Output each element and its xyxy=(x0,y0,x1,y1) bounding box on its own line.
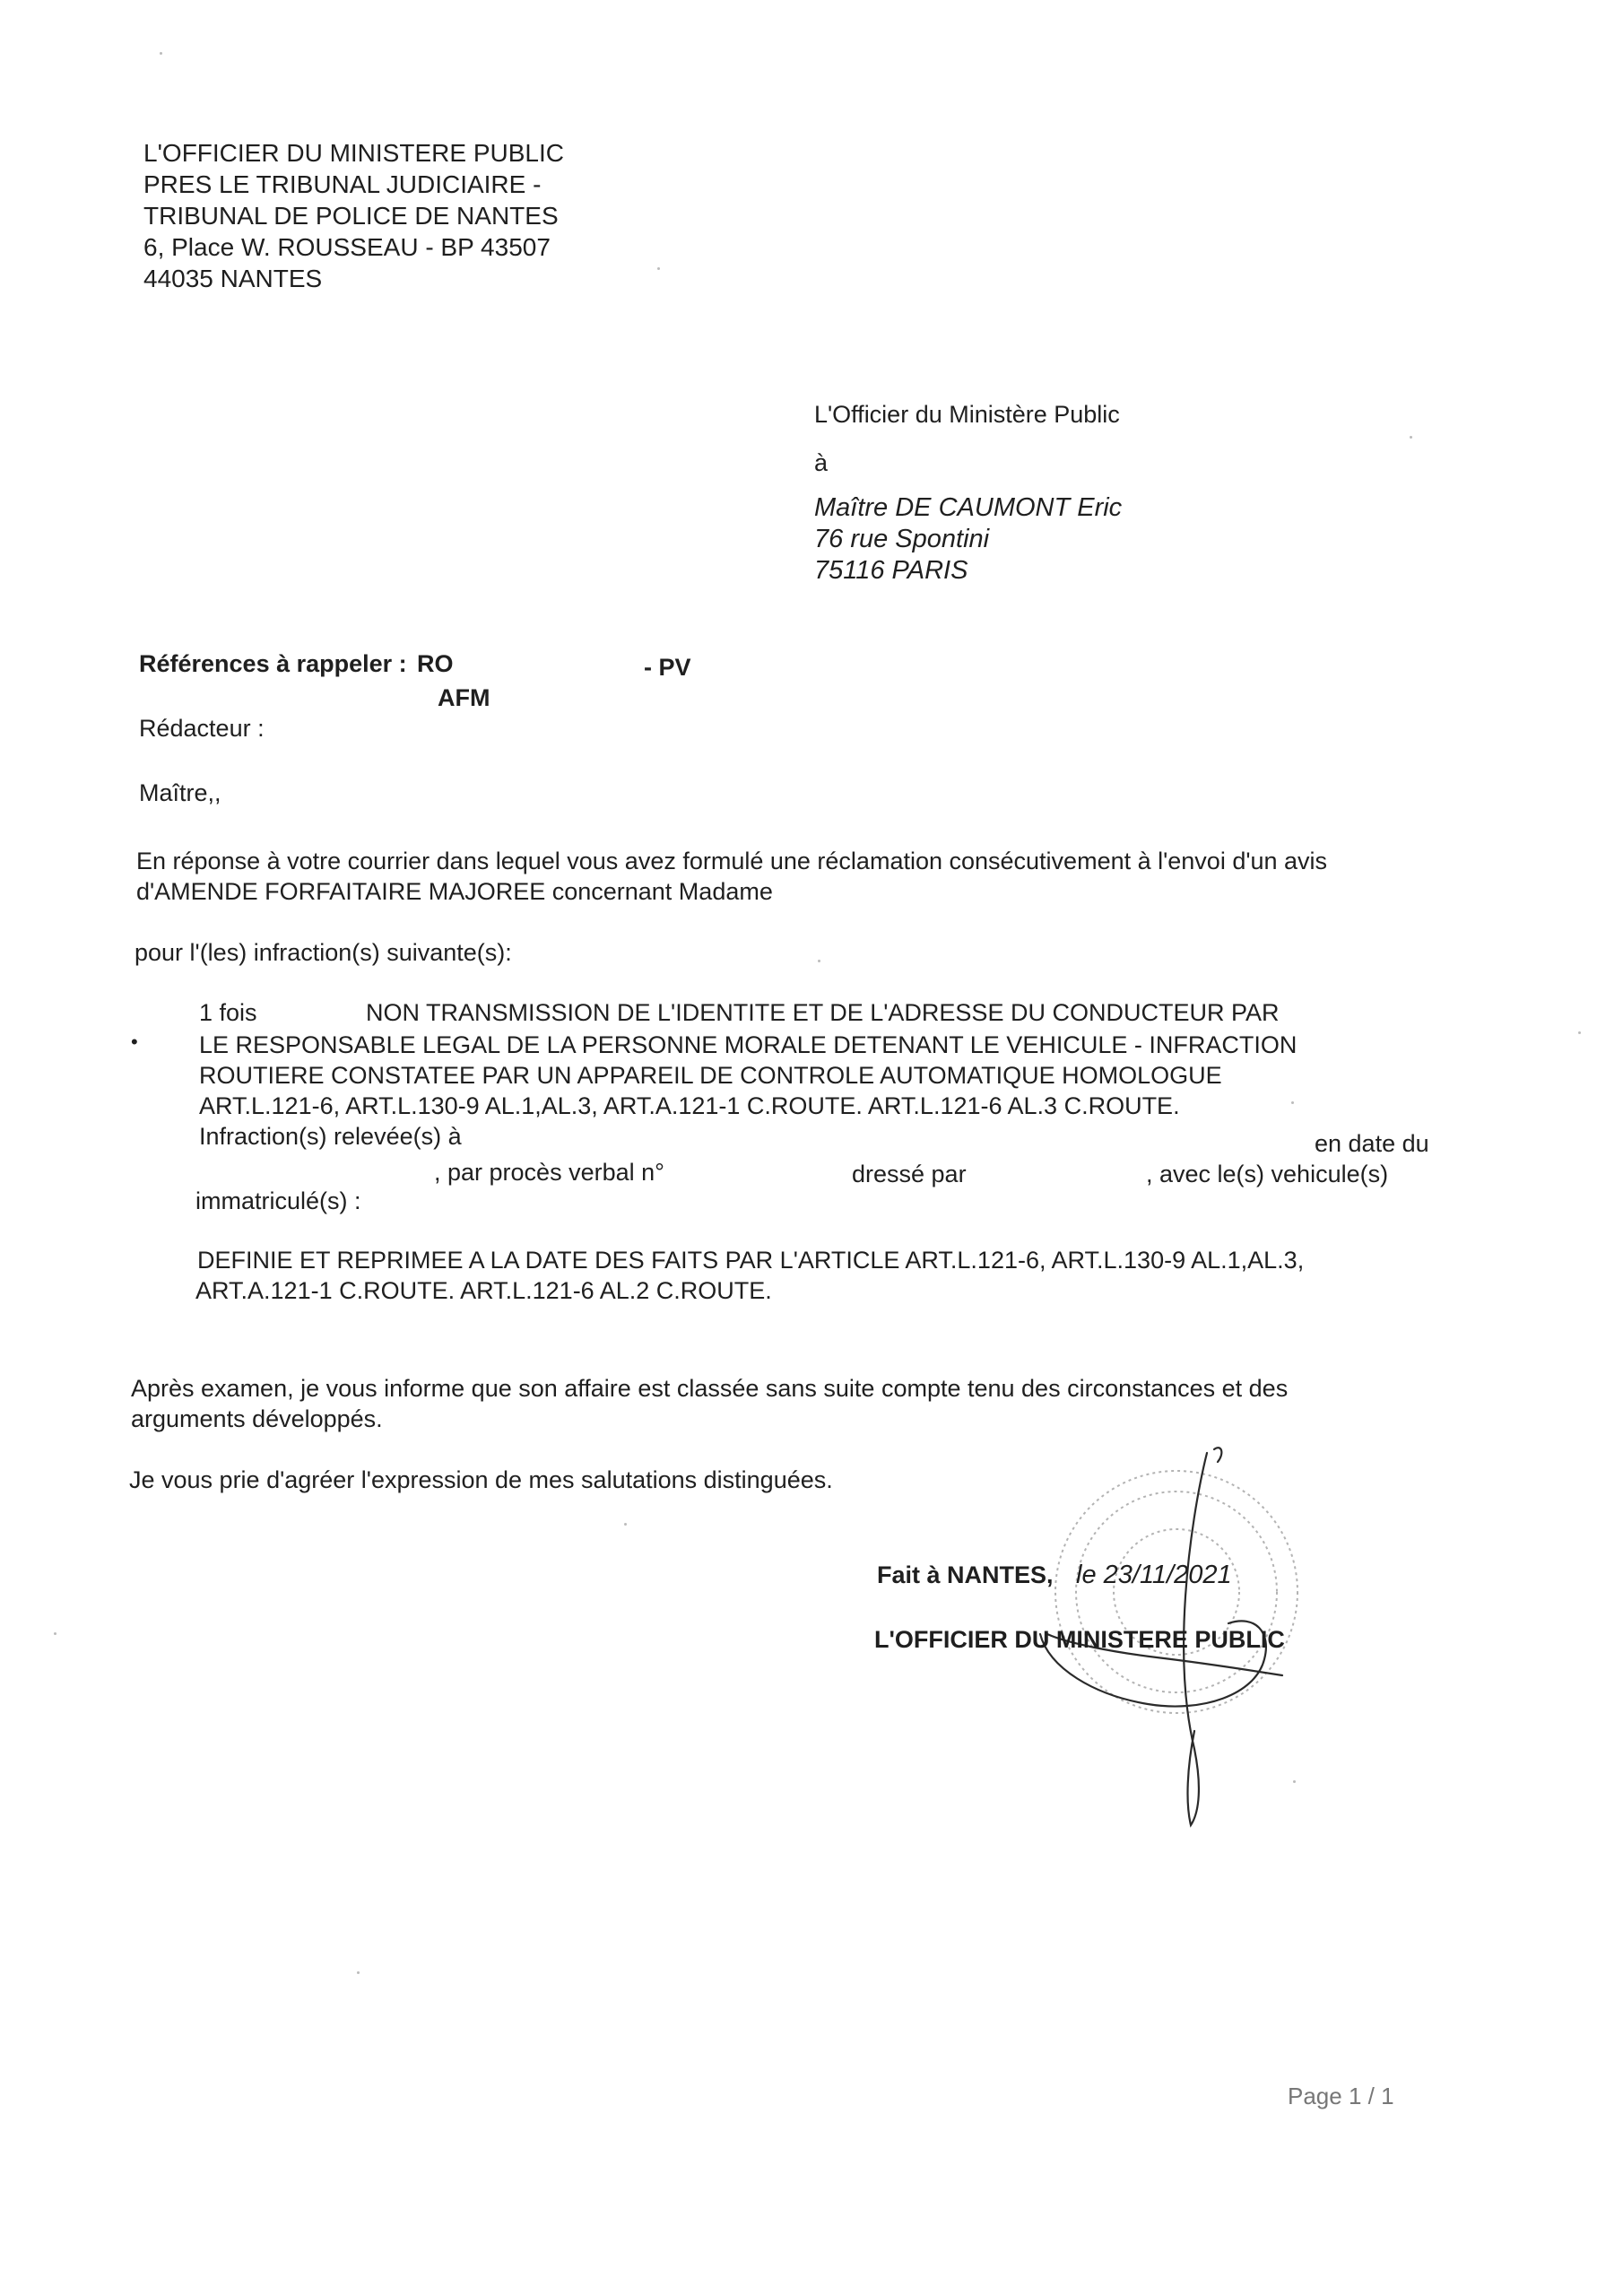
infraction-articles: ART.L.121-6, ART.L.130-9 AL.1,AL.3, ART.A.121-1 C.ROUTE. ART.L.121-6 AL.3 C.ROUTE. xyxy=(199,1092,1180,1119)
definition-line: DEFINIE ET REPRIMEE A LA DATE DES FAITS PAR L'ARTICLE ART.L.121-6, ART.L.130-9 AL.1,AL.3, xyxy=(197,1247,1305,1274)
reference-ro: RO xyxy=(417,650,454,677)
vehicle-label: , avec le(s) vehicule(s) xyxy=(1146,1161,1389,1187)
recipient-city: 75116 PARIS xyxy=(814,556,968,585)
recipient-to: à xyxy=(814,449,829,476)
signature-date: le 23/11/2021 xyxy=(1076,1561,1232,1589)
registration-label: immatriculé(s) : xyxy=(195,1187,361,1214)
recipient-from: L'Officier du Ministère Public xyxy=(814,401,1120,428)
sender-line: TRIBUNAL DE POLICE DE NANTES xyxy=(143,202,559,230)
intro-line: d'AMENDE FORFAITAIRE MAJOREE concernant Madame xyxy=(136,878,773,905)
infraction-desc: LE RESPONSABLE LEGAL DE LA PERSONNE MORALE DETENANT LE VEHICULE - INFRACTION xyxy=(199,1031,1298,1058)
redacteur-label: Rédacteur : xyxy=(139,715,265,742)
infraction-desc: ROUTIERE CONSTATEE PAR UN APPAREIL DE CONTROLE AUTOMATIQUE HOMOLOGUE xyxy=(199,1062,1222,1089)
decision-line: arguments développés. xyxy=(131,1405,383,1432)
sender-line: 6, Place W. ROUSSEAU - BP 43507 xyxy=(143,233,551,261)
pv-number-label: , par procès verbal n° xyxy=(434,1159,664,1186)
signature-place: Fait à NANTES, xyxy=(877,1561,1054,1588)
bullet-icon: • xyxy=(131,1031,138,1053)
closing-formula: Je vous prie d'agréer l'expression de mes salutations distinguées. xyxy=(129,1466,833,1493)
salutation: Maître,, xyxy=(139,779,221,806)
infraction-count: 1 fois xyxy=(199,999,257,1026)
definition-line: ART.A.121-1 C.ROUTE. ART.L.121-6 AL.2 C.ROUTE. xyxy=(195,1277,772,1304)
sender-line: PRES LE TRIBUNAL JUDICIAIRE - xyxy=(143,170,542,198)
reference-afm: AFM xyxy=(438,684,490,711)
sender-line: L'OFFICIER DU MINISTERE PUBLIC xyxy=(143,139,564,167)
references-label: Références à rappeler : xyxy=(139,650,407,677)
infraction-location-label: Infraction(s) relevée(s) à xyxy=(199,1123,462,1150)
sender-line: 44035 NANTES xyxy=(143,265,323,292)
dresse-par-label: dressé par xyxy=(852,1161,967,1187)
recipient-name: Maître DE CAUMONT Eric xyxy=(814,493,1123,522)
infractions-label: pour l'(les) infraction(s) suivante(s): xyxy=(135,939,512,966)
decision-line: Après examen, je vous informe que son affaire est classée sans suite compte tenu des circonstances et des xyxy=(131,1375,1289,1402)
reference-pv: - PV xyxy=(644,654,691,681)
infraction-date-label: en date du xyxy=(1315,1130,1429,1157)
recipient-street: 76 rue Spontini xyxy=(814,525,990,553)
infraction-desc: NON TRANSMISSION DE L'IDENTITE ET DE L'ADRESSE DU CONDUCTEUR PAR xyxy=(366,999,1280,1026)
signature-title: L'OFFICIER DU MINISTERE PUBLIC xyxy=(874,1626,1285,1653)
page-number: Page 1 / 1 xyxy=(1288,2083,1394,2109)
intro-line: En réponse à votre courrier dans lequel vous avez formulé une réclamation consécutivement à l'envoi d'un avis xyxy=(136,848,1328,874)
